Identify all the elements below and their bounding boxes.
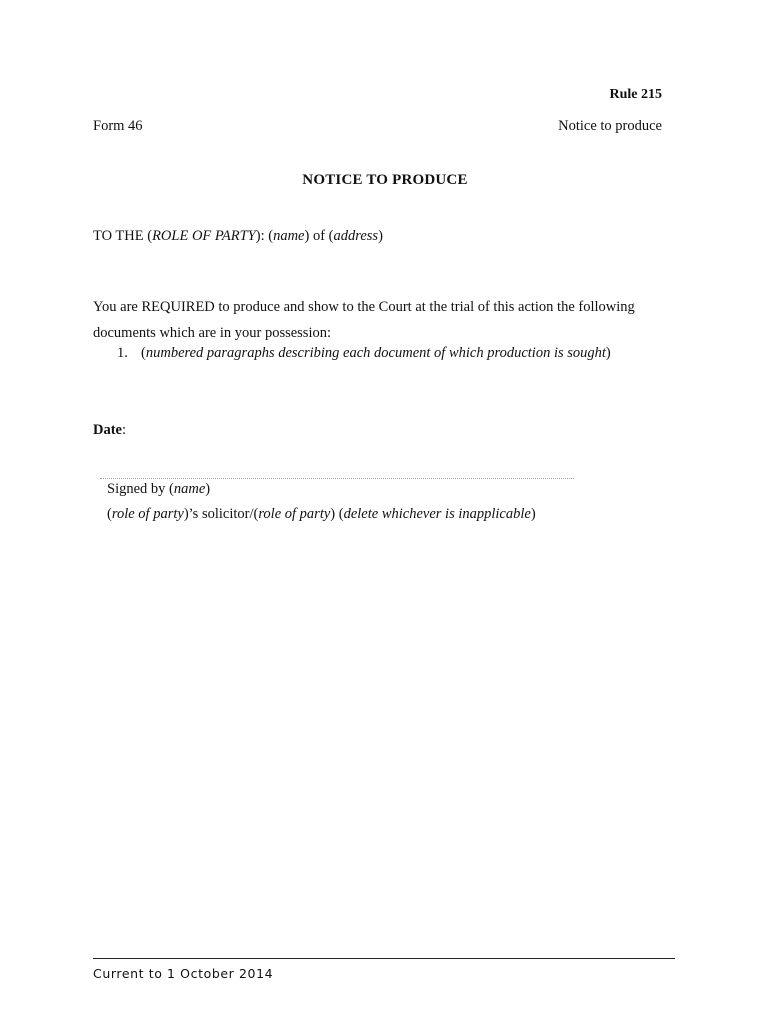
capacity-mid: )’s solicitor/( [183, 506, 259, 522]
list-item [117, 345, 611, 362]
capacity-open: ( [107, 506, 112, 522]
list-item-text: numbered paragraphs describing each document of which production is sought [145, 345, 606, 361]
addressee-name: name [273, 228, 305, 244]
capacity-note: delete whichever is inapplicable [343, 506, 531, 522]
list-item-open: ( [141, 345, 146, 361]
form-title: Notice to produce [558, 118, 662, 134]
addressee-role: ROLE OF PARTY [152, 228, 256, 244]
date-colon: : [122, 422, 127, 438]
signed-suffix: ) [205, 481, 211, 497]
addressee-address: address [333, 228, 379, 244]
capacity-role-1: role of party [111, 506, 184, 522]
addressee-mid2: ) of ( [304, 228, 334, 244]
signed-name: name [173, 481, 206, 497]
rule-number: Rule 215 [609, 87, 662, 102]
list-item-number: 1. [117, 345, 128, 361]
signer-capacity-line [107, 506, 536, 523]
list-item-close: ) [605, 345, 611, 361]
signed-prefix: Signed by ( [107, 481, 174, 497]
addressee-prefix: TO THE ( [93, 228, 153, 244]
footer-divider [93, 958, 675, 959]
addressee-suffix: ) [378, 228, 383, 244]
capacity-mid-2: ) ( [330, 506, 344, 522]
addressee-line [93, 228, 383, 245]
footer-currency-note: Current to 1 October 2014 [93, 966, 274, 981]
addressee-mid1: ): ( [255, 228, 274, 244]
form-number: Form 46 [93, 118, 143, 134]
date-field [93, 422, 126, 439]
date-label: Date [93, 422, 122, 438]
signed-by-line [107, 481, 210, 498]
body-paragraph: You are REQUIRED to produce and show to the Court at the trial of this action the following documents which are in your possession: [93, 299, 635, 341]
document-heading: NOTICE TO PRODUCE [302, 172, 468, 188]
signature-line [100, 478, 574, 479]
capacity-role-2: role of party [258, 506, 331, 522]
capacity-close: ) [530, 506, 536, 522]
